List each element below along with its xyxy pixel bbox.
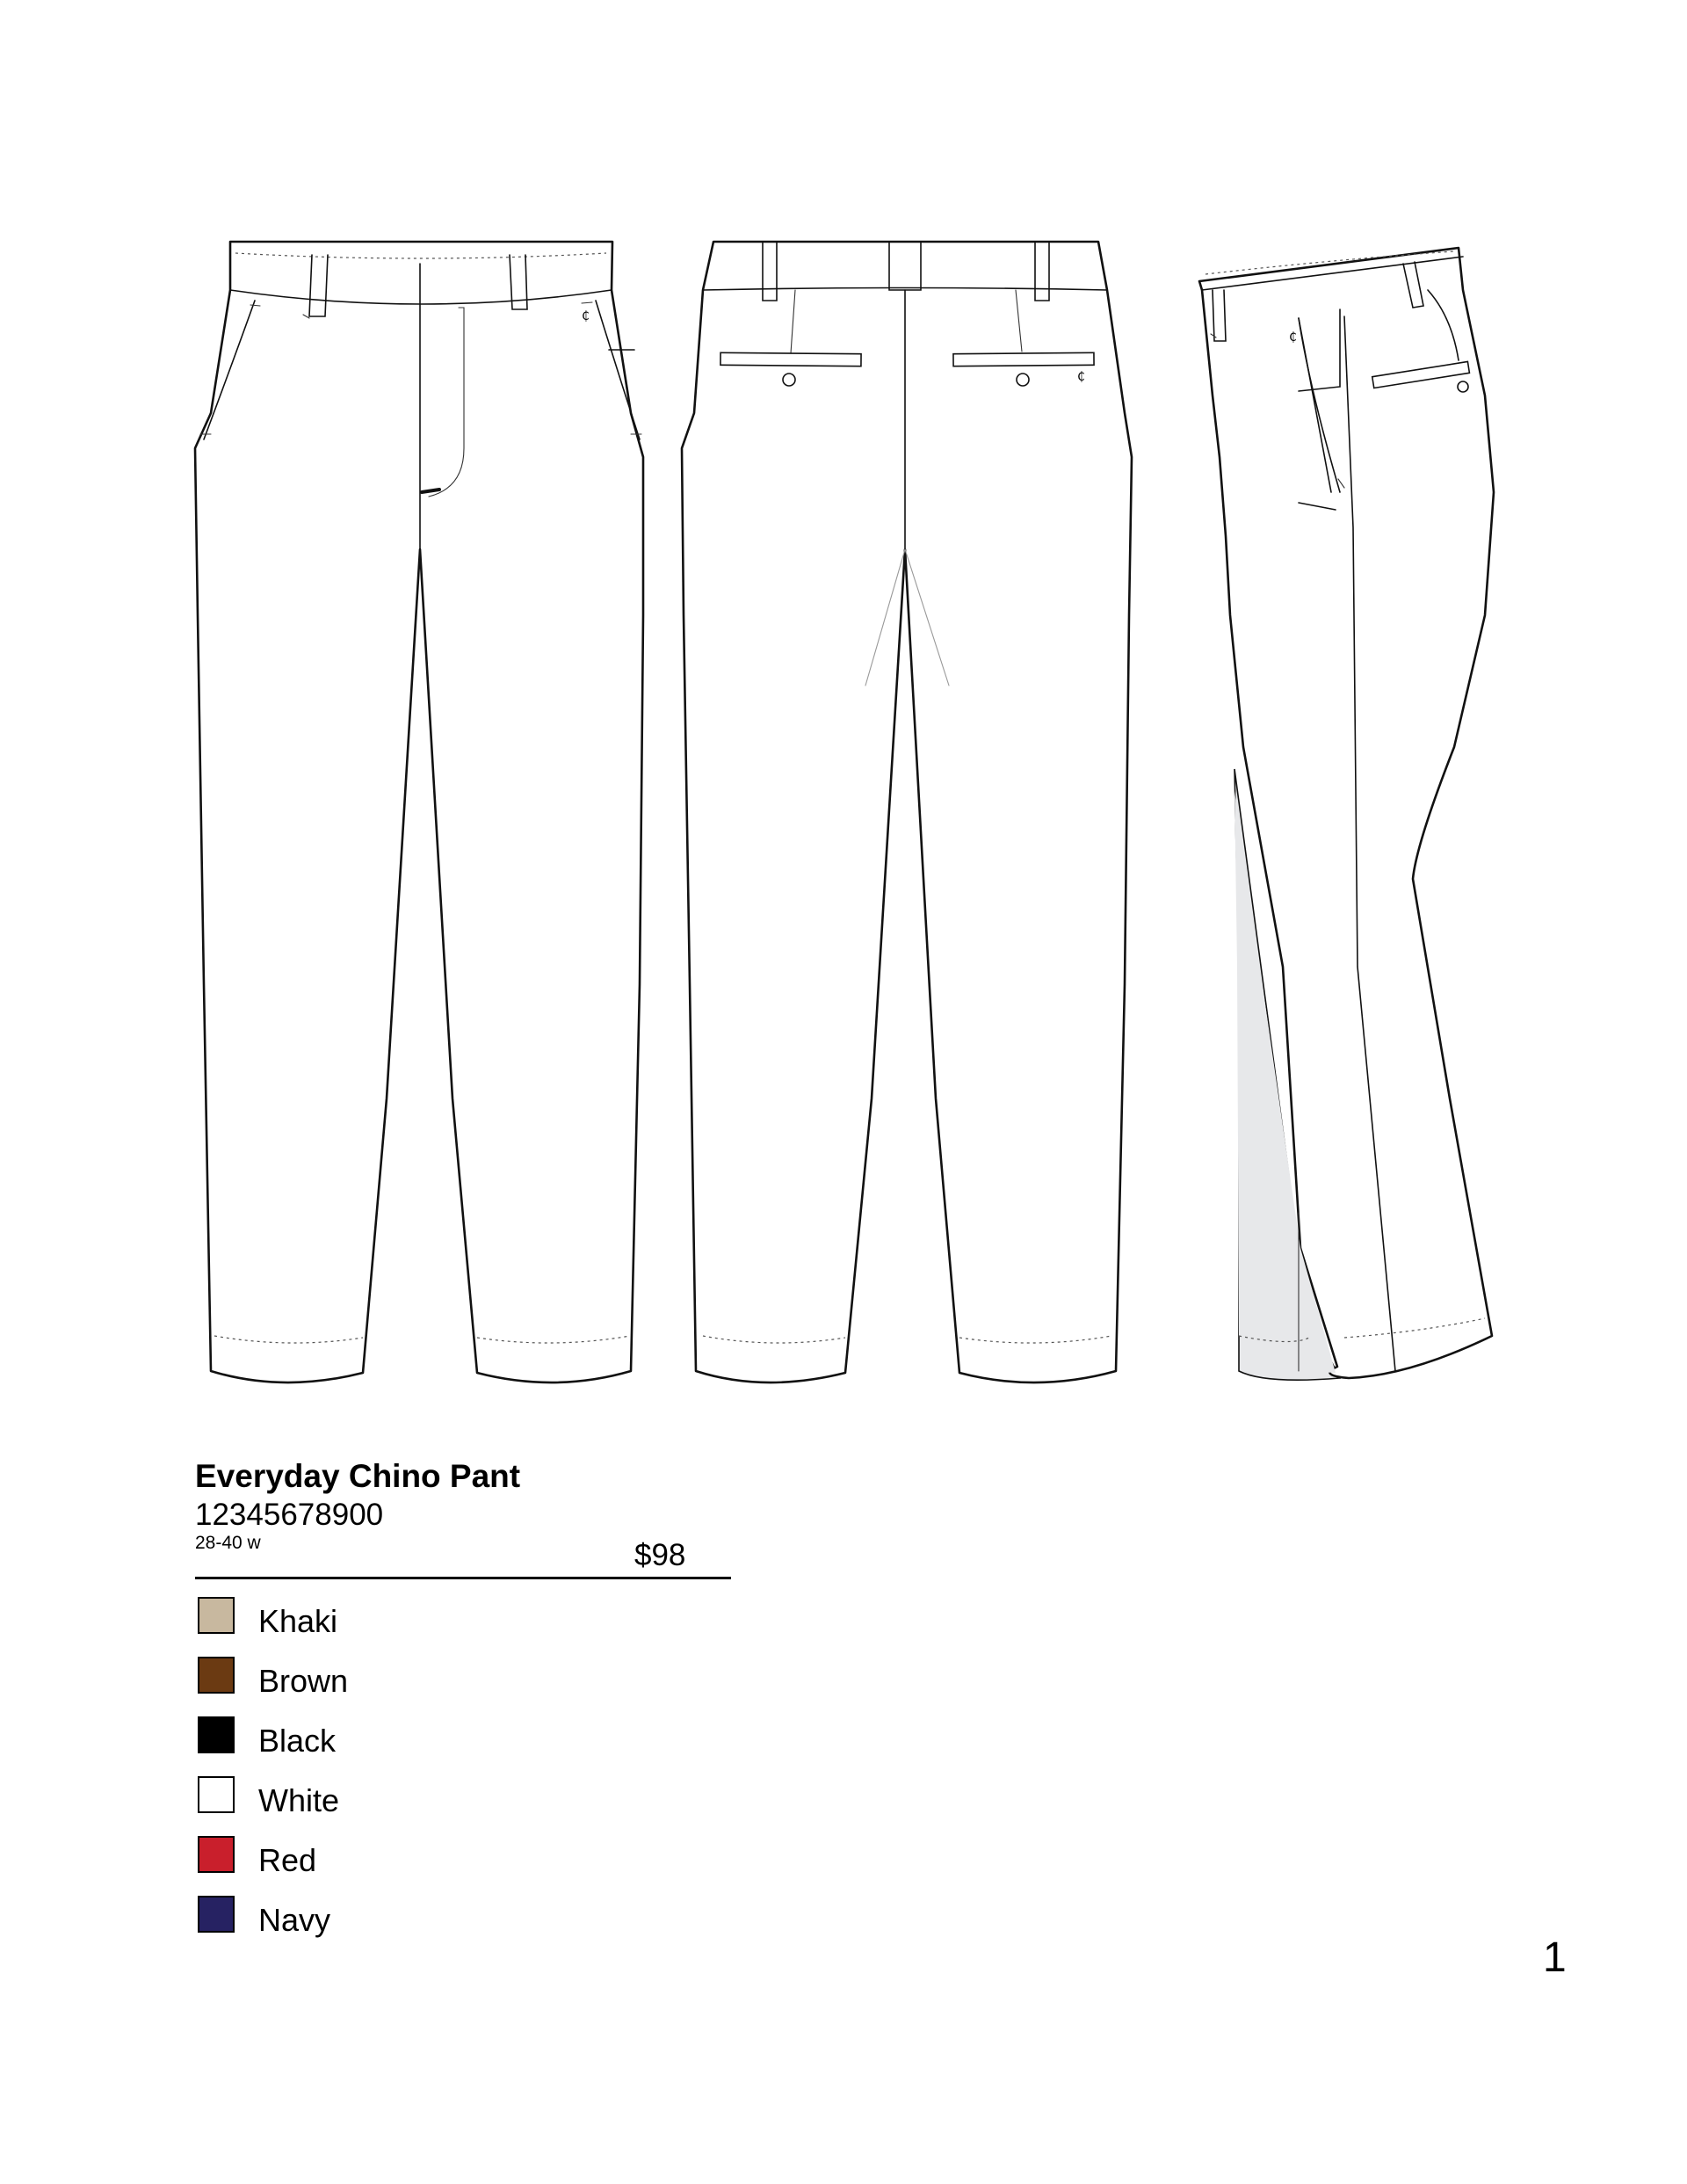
svg-text:₵: ₵ [582, 309, 590, 323]
page-number: 1 [1543, 1934, 1567, 1981]
size-range: 28-40 w [195, 1533, 261, 1553]
size-price-row [195, 1533, 731, 1575]
product-sku: 12345678900 [195, 1498, 384, 1532]
color-item-red [195, 1836, 731, 1896]
color-swatch [198, 1776, 235, 1813]
color-name: Khaki [258, 1603, 338, 1639]
color-name: White [258, 1782, 340, 1818]
color-item-khaki [195, 1597, 731, 1657]
color-swatch [198, 1597, 235, 1634]
svg-text:₵: ₵ [1289, 330, 1297, 345]
color-name: Red [258, 1842, 317, 1878]
divider [195, 1577, 731, 1579]
product-price: $98 [634, 1538, 686, 1572]
color-swatch [198, 1836, 235, 1873]
color-swatch [198, 1896, 235, 1933]
svg-text:₵: ₵ [1077, 370, 1085, 384]
color-name: Brown [258, 1663, 349, 1699]
color-item-black [195, 1716, 731, 1776]
color-swatch [198, 1657, 235, 1694]
color-name: Navy [258, 1902, 331, 1938]
product-info [195, 1457, 731, 1955]
color-item-navy [195, 1896, 731, 1955]
color-item-brown [195, 1657, 731, 1716]
color-list [195, 1597, 731, 1955]
color-item-white [195, 1776, 731, 1836]
product-title: Everyday Chino Pant [195, 1458, 521, 1494]
color-swatch [198, 1716, 235, 1753]
color-name: Black [258, 1723, 337, 1759]
